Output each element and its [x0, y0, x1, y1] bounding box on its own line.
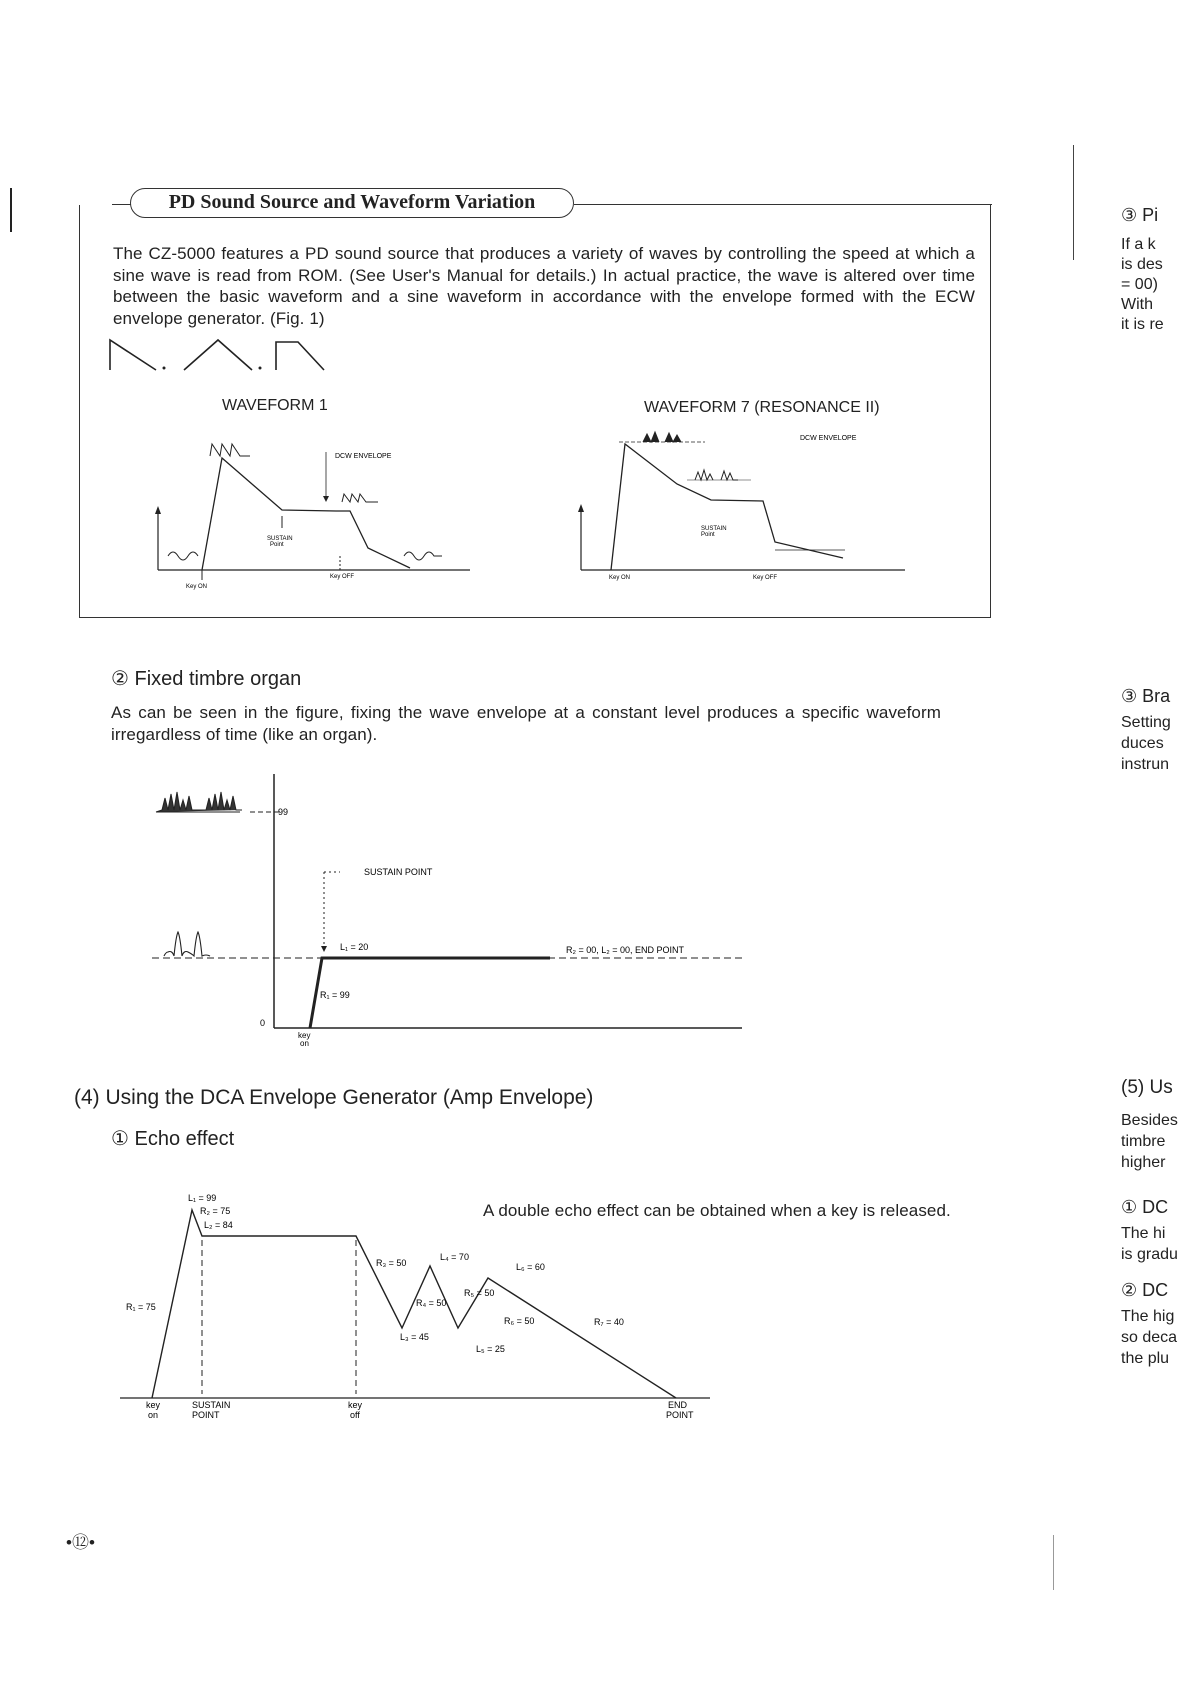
echo-text: A double echo effect can be obtained when a key is released.	[483, 1201, 951, 1220]
right-line: higher	[1121, 1154, 1166, 1171]
sustain-label: SUSTAIN	[192, 1400, 231, 1410]
fixed-timbre-heading: ② Fixed timbre organ	[111, 668, 302, 690]
right-line: If a k	[1121, 236, 1156, 253]
l5-label: L₅ = 25	[476, 1344, 505, 1354]
r1-label: R₁ = 99	[320, 990, 350, 1000]
key-on-label-right: Key ON	[609, 575, 631, 581]
column-divider	[1073, 145, 1074, 260]
key-on-label: key	[298, 1031, 311, 1040]
key-on-label: key	[146, 1400, 161, 1410]
l3-label: L₃ = 45	[400, 1332, 429, 1342]
intro-paragraph: The CZ-5000 features a PD sound source that produces a variety of waves by controlling the speed at which a sine wave is read from ROM. (See User's Manual for details.) In actual practice, the wave is altered over time between the basic waveform and a sine waveform in accordance with the envelope formed with the ECW envelope generator. (Fig. 1)	[113, 244, 975, 328]
sawtooth-icon	[110, 340, 156, 370]
key-on-label: Key ON	[186, 584, 208, 590]
right-line: is des	[1121, 256, 1163, 273]
sustain-point-label: Point	[270, 542, 284, 548]
r6-label: R₆ = 50	[504, 1316, 535, 1326]
sustain-point-label: POINT	[192, 1410, 220, 1420]
key-off-label-right: Key OFF	[753, 575, 778, 581]
dcw-envelope-label: DCW ENVELOPE	[335, 453, 392, 460]
complex-wave-icon	[156, 792, 242, 812]
key-on-label-2: on	[148, 1410, 159, 1420]
r7-label: R₇ = 40	[594, 1317, 624, 1327]
waveform1-envelope-diagram	[150, 438, 480, 593]
right-line: duces	[1121, 735, 1164, 752]
right-line: so deca	[1121, 1329, 1178, 1346]
r3-label: R₃ = 50	[376, 1258, 407, 1268]
right-heading-dc2: ② DC	[1121, 1280, 1169, 1300]
fixed-timbre-text: As can be seen in the figure, fixing the wave envelope at a constant level produces a specific waveform irregardless of time (like an organ).	[111, 703, 941, 744]
margin-bar	[10, 188, 12, 232]
sustain-point-label: SUSTAIN POINT	[364, 867, 433, 877]
dcw-envelope-curve	[611, 444, 843, 570]
right-line: The hig	[1121, 1308, 1175, 1325]
echo-heading: ① Echo effect	[111, 1128, 235, 1150]
simple-wave-icon	[164, 932, 210, 956]
key-on-label-2: on	[300, 1039, 309, 1048]
right-heading-3: ③ Pi	[1121, 205, 1159, 225]
sustain-point-label-right: Point	[701, 532, 715, 538]
waveform1-label: WAVEFORM 1	[222, 397, 328, 414]
level-0: 0	[260, 1018, 266, 1028]
sustain-label: SUSTAIN	[267, 536, 293, 542]
triangle-icon	[184, 340, 252, 370]
right-line: The hi	[1121, 1225, 1166, 1242]
sustain-label-right: SUSTAIN	[701, 526, 727, 532]
right-line: is gradu	[1121, 1246, 1178, 1263]
dca-heading: (4) Using the DCA Envelope Generator (Amp Envelope)	[74, 1086, 594, 1109]
section-title: PD Sound Source and Waveform Variation	[130, 188, 574, 218]
key-off-label: Key OFF	[330, 574, 355, 580]
right-heading-5: (5) Us	[1121, 1077, 1173, 1098]
l4-label: L₄ = 70	[440, 1252, 469, 1262]
end-label: END	[668, 1400, 688, 1410]
basic-waveforms-icons	[108, 338, 338, 372]
waveform7-label: WAVEFORM 7 (RESONANCE II)	[644, 399, 880, 416]
fixed-timbre-diagram	[150, 770, 750, 1070]
square-icon	[276, 342, 324, 370]
key-off-label-2: off	[350, 1410, 360, 1420]
l1-label: L₁ = 20	[340, 942, 369, 952]
right-line: Setting	[1121, 714, 1171, 731]
waveform7-envelope-diagram	[575, 418, 915, 583]
frame-top-left	[112, 204, 132, 205]
l2-label: L₂ = 84	[204, 1220, 233, 1230]
right-heading-brass: ③ Bra	[1121, 686, 1171, 706]
frame-top-right	[574, 204, 992, 205]
echo-envelope-curve	[152, 1210, 676, 1398]
right-line: it is re	[1121, 316, 1164, 333]
end-point-label: POINT	[666, 1410, 694, 1420]
r5-label: R₅ = 50	[464, 1288, 495, 1298]
right-line: Besides	[1121, 1112, 1178, 1129]
r2-label: R₂ = 75	[200, 1206, 231, 1216]
right-line: the plu	[1121, 1350, 1170, 1367]
end-point-label: R₂ = 00, L₂ = 00, END POINT	[566, 945, 685, 955]
r1-label: R₁ = 75	[126, 1302, 156, 1312]
dcw-envelope-label-upper: DCW ENVELOPE	[800, 435, 857, 442]
right-line: timbre	[1121, 1133, 1166, 1150]
dcw-envelope-curve	[202, 458, 410, 570]
right-line: With	[1121, 296, 1153, 313]
key-off-label: key	[348, 1400, 363, 1410]
r4-label: R₄ = 50	[416, 1298, 447, 1308]
page-number: •⑫•	[66, 1533, 95, 1552]
l1-label: L₁ = 99	[188, 1193, 217, 1203]
echo-envelope-diagram	[120, 1180, 720, 1430]
level-99: 99	[278, 807, 289, 817]
l6-label: L₆ = 60	[516, 1262, 545, 1272]
right-line: = 00)	[1121, 276, 1158, 293]
right-heading-dc1: ① DC	[1121, 1197, 1169, 1217]
right-line: instrun	[1121, 756, 1170, 773]
column-divider-bottom	[1053, 1535, 1054, 1590]
